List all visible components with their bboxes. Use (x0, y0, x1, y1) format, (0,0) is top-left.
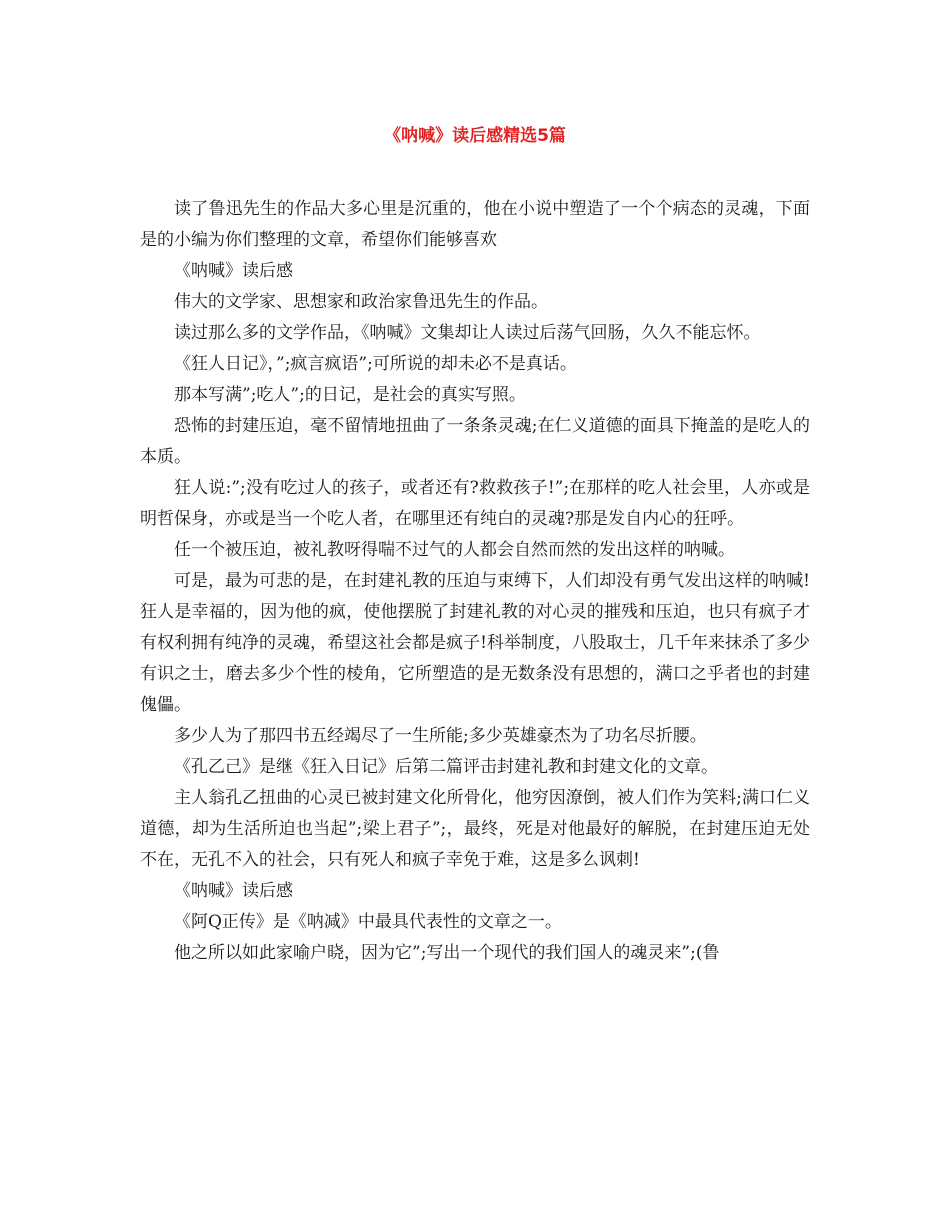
paragraph: 恐怖的封建压迫，毫不留情地扭曲了一条条灵魂;在仁义道德的面具下掩盖的是吃人的本质。 (140, 416, 810, 467)
paragraph: 那本写满”;吃人”;的日记，是社会的真实写照。 (174, 385, 526, 405)
paragraph: 《狂人日记》，”;疯言疯语”;可所说的却未必不是真话。 (174, 354, 577, 374)
paragraph: 任一个被压迫，被礼教呀得喘不过气的人都会自然而然的发出这样的呐喊。 (174, 540, 735, 560)
paragraph: 狂人说:”;没有吃过人的孩子，或者还有?救救孩子!”;在那样的吃人社会里，人亦或是明哲保身，亦或是当一个吃人者，在哪里还有纯白的灵魂?那是发自内心的狂呼。 (140, 478, 810, 529)
document-title: 《呐喊》读后感精选5篇 (384, 126, 566, 146)
paragraph: 《阿Q正传》是《呐减》中最具代表性的文章之一。 (174, 912, 562, 932)
paragraph: 主人翁孔乙扭曲的心灵已被封建文化所骨化，他穷因潦倒，被人们作为笑料;满口仁义道德，却为生活所迫也当起”;梁上君子”;，最终，死是对他最好的解脱，在封建压迫无处不在，无孔不入的社会，只有死人和疯子幸免于难，这是多么讽刺! (140, 788, 810, 870)
paragraph: 读了鲁迅先生的作品大多心里是沉重的，他在小说中塑造了一个个病态的灵魂，下面是的小编为你们整理的文章，希望你们能够喜欢 (140, 199, 810, 250)
section-heading: 《呐喊》读后感 (174, 881, 293, 901)
section-heading: 《呐喊》读后感 (174, 261, 293, 281)
paragraph: 可是，最为可悲的是，在封建礼教的压迫与束缚下，人们却没有勇气发出这样的呐喊!狂人是幸福的，因为他的疯，使他摆脱了封建礼教的对心灵的摧残和压迫，也只有疯子才有权利拥有纯净的灵魂，希望这社会都是疯子!科举制度，八股取士，几千年来抹杀了多少有识之士，磨去多少个性的棱角，它所塑造的是无数条没有思想的，满口之乎者也的封建傀儡。 (140, 571, 810, 715)
paragraph: 伟大的文学家、思想家和政治家鲁迅先生的作品。 (174, 292, 548, 312)
document-body (140, 194, 810, 969)
paragraph: 读过那么多的文学作品，《呐喊》文集却让人读过后荡气回肠，久久不能忘怀。 (174, 323, 761, 343)
paragraph: 多少人为了那四书五经竭尽了一生所能;多少英雄豪杰为了功名尽折腰。 (174, 726, 707, 746)
paragraph: 他之所以如此家喻户晓，因为它”;写出一个现代的我们国人的魂灵来”;(鲁 (174, 943, 720, 963)
paragraph: 《孔乙己》是继《狂入日记》后第二篇评击封建礼教和封建文化的文章。 (174, 757, 718, 777)
